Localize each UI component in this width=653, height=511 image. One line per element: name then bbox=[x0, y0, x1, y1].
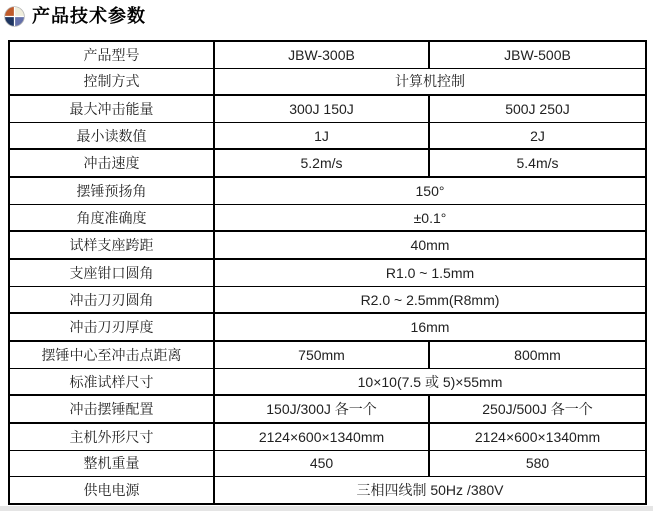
row-value-col2: 2J bbox=[429, 122, 646, 149]
row-label: 冲击刀刃圆角 bbox=[9, 286, 214, 313]
row-value-col1: 1J bbox=[214, 122, 429, 149]
row-label: 支座钳口圆角 bbox=[9, 259, 214, 286]
row-value-merged: 10×10(7.5 或 5)×55mm bbox=[214, 368, 646, 395]
row-label: 摆锤中心至冲击点距离 bbox=[9, 341, 214, 368]
table-row bbox=[9, 95, 646, 122]
row-value-merged: 16mm bbox=[214, 313, 646, 341]
table-row bbox=[9, 450, 646, 476]
row-value-col1: 150J/300J 各一个 bbox=[214, 395, 429, 423]
spec-table bbox=[8, 40, 647, 505]
row-label: 冲击刀刃厚度 bbox=[9, 313, 214, 341]
table-row bbox=[9, 149, 646, 177]
row-label: 整机重量 bbox=[9, 450, 214, 476]
spec-table-body bbox=[9, 41, 646, 504]
row-value-merged: ±0.1° bbox=[214, 204, 646, 231]
row-label: 最小读数值 bbox=[9, 122, 214, 149]
table-row bbox=[9, 313, 646, 341]
table-row bbox=[9, 341, 646, 368]
row-value-col1: 750mm bbox=[214, 341, 429, 368]
bottom-edge-shadow bbox=[0, 506, 653, 511]
row-value-merged: 40mm bbox=[214, 231, 646, 259]
table-row bbox=[9, 368, 646, 395]
row-value-col2: 580 bbox=[429, 450, 646, 476]
table-row bbox=[9, 286, 646, 313]
row-value-merged: R1.0 ~ 1.5mm bbox=[214, 259, 646, 286]
row-value-col2: JBW-500B bbox=[429, 41, 646, 68]
table-row bbox=[9, 231, 646, 259]
row-label: 摆锤预扬角 bbox=[9, 177, 214, 204]
row-label: 冲击摆锤配置 bbox=[9, 395, 214, 423]
pie-chart-icon bbox=[4, 6, 25, 27]
row-label: 冲击速度 bbox=[9, 149, 214, 177]
table-row bbox=[9, 122, 646, 149]
table-row bbox=[9, 423, 646, 450]
row-label: 试样支座跨距 bbox=[9, 231, 214, 259]
row-label: 控制方式 bbox=[9, 68, 214, 95]
row-label: 产品型号 bbox=[9, 41, 214, 68]
page-title: 产品技术参数 bbox=[32, 6, 146, 26]
row-value-col2: 2124×600×1340mm bbox=[429, 423, 646, 450]
table-row bbox=[9, 477, 646, 504]
table-row bbox=[9, 204, 646, 231]
row-value-col1: 300J 150J bbox=[214, 95, 429, 122]
row-value-col2: 800mm bbox=[429, 341, 646, 368]
row-value-col1: JBW-300B bbox=[214, 41, 429, 68]
row-label: 角度准确度 bbox=[9, 204, 214, 231]
row-value-merged: 计算机控制 bbox=[214, 68, 646, 95]
table-row bbox=[9, 395, 646, 423]
row-value-merged: 三相四线制 50Hz /380V bbox=[214, 477, 646, 504]
row-label: 主机外形尺寸 bbox=[9, 423, 214, 450]
row-label: 最大冲击能量 bbox=[9, 95, 214, 122]
row-label: 标准试样尺寸 bbox=[9, 368, 214, 395]
row-value-merged: R2.0 ~ 2.5mm(R8mm) bbox=[214, 286, 646, 313]
row-value-col1: 5.2m/s bbox=[214, 149, 429, 177]
row-value-col2: 500J 250J bbox=[429, 95, 646, 122]
table-row bbox=[9, 259, 646, 286]
table-row bbox=[9, 68, 646, 95]
page-header bbox=[4, 4, 146, 28]
row-label: 供电电源 bbox=[9, 477, 214, 504]
row-value-col2: 250J/500J 各一个 bbox=[429, 395, 646, 423]
table-row bbox=[9, 177, 646, 204]
row-value-col1: 2124×600×1340mm bbox=[214, 423, 429, 450]
row-value-merged: 150° bbox=[214, 177, 646, 204]
table-row bbox=[9, 41, 646, 68]
row-value-col1: 450 bbox=[214, 450, 429, 476]
row-value-col2: 5.4m/s bbox=[429, 149, 646, 177]
